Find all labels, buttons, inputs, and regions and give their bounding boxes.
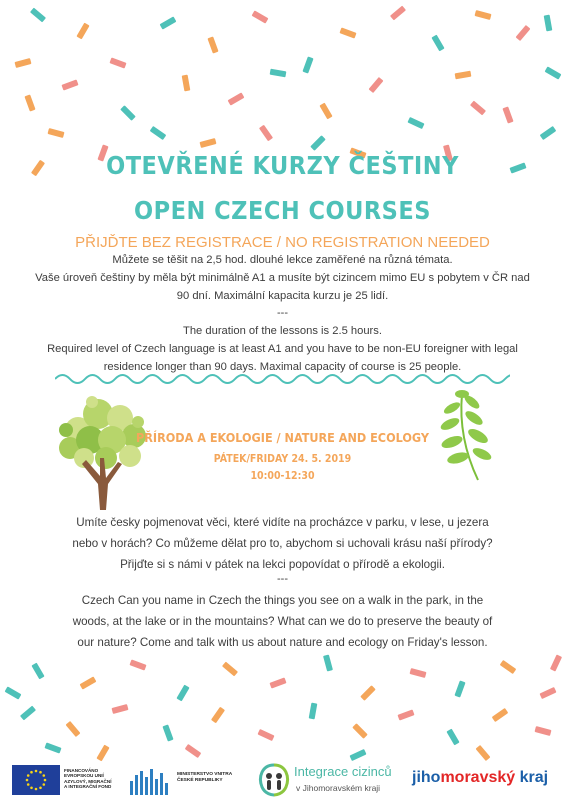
integrace-logo-icon [256,761,292,797]
confetti-piece [207,36,218,53]
confetti-piece [302,56,313,73]
confetti-piece [319,103,332,120]
confetti-piece [44,742,61,753]
confetti-piece [309,703,318,720]
intro-en-line1: The duration of the lessons is 2.5 hours. [182,325,382,337]
description-cz-line2: nebo v horách? Co můžeme dělat pro to, abychom si uchovali krásu naší přírody? [72,537,493,550]
confetti-piece [160,16,177,29]
confetti-piece [352,723,368,739]
ministry-text: MINISTERSTVO VNITRA ČESKÉ REPUBLIKY [177,772,233,783]
separator: --- [277,307,288,319]
confetti-piece [162,724,173,741]
confetti-piece [339,27,356,38]
intro-cz-line3: 90 dní. Maximální kapacita kurzu je 25 lidí. [176,290,389,302]
confetti-piece [31,663,44,680]
confetti-piece [252,10,269,23]
confetti-piece [470,101,486,116]
confetti-piece [150,126,167,140]
confetti-piece [109,57,126,68]
description-en-line3: our nature? Come and talk with us about nature and ecology on Friday's lesson. [77,636,488,649]
confetti-piece [14,58,31,68]
intro-en-line3: residence longer than 90 days. Maximal capacity of course is 25 people. [103,361,462,373]
confetti-piece [474,10,491,20]
confetti-piece [47,128,64,138]
confetti-piece [454,680,465,697]
confetti-piece [199,138,216,148]
confetti-piece [61,79,78,90]
confetti-piece [369,77,384,93]
confetti-piece [409,668,426,678]
confetti-piece [516,25,531,41]
confetti-piece [544,15,553,32]
confetti-piece [182,75,191,92]
confetti-piece [390,6,406,21]
confetti-piece [500,660,517,674]
footer-logos [0,755,565,800]
confetti-piece [211,707,225,724]
confetti-piece [492,708,509,722]
confetti-piece [550,654,562,671]
confetti-piece [257,729,274,741]
description-separator: --- [277,573,288,585]
confetti-piece [502,106,513,123]
confetti-piece [540,126,557,140]
eu-fund-text: FINANCOVÁNO EVROPSKOU UNIÍ AZYLOVÝ, MIGRAČNÍ A INTEGRAČNÍ FOND [64,768,112,790]
confetti-piece [222,662,238,677]
confetti-piece [269,677,286,688]
description-cz-line1: Umíte česky pojmenovat věci, které vidíte na procházce v parku, v lese, u jezera [76,516,489,529]
confetti-piece [397,709,414,720]
confetti-piece [455,71,472,80]
confetti-piece [111,704,128,714]
confetti-piece [66,721,81,737]
confetti-piece [80,676,97,689]
tree-illustration [48,392,158,512]
event-topic: PŘÍRODA A EKOLOGIE / NATURE AND ECOLOGY [135,430,429,445]
confetti-piece [270,69,287,78]
tree-trunk [82,458,122,510]
event-time: 10:00-12:30 [250,470,315,482]
confetti-piece [446,729,459,746]
confetti-piece [24,94,35,111]
confetti-piece [539,687,556,699]
confetti-piece [129,659,146,670]
confetti-piece [76,23,89,40]
description-cz-line3: Přijďte si s námi v pátek na lekci popovídat o přírodě a ekologii. [120,558,445,571]
confetti-piece [545,66,562,79]
description-en-line1: Czech Can you name in Czech the things you see on a walk in the park, in the [81,594,484,607]
confetti-piece [407,117,424,129]
confetti-piece [20,706,36,721]
wave-divider [55,370,510,388]
event-date: PÁTEK/FRIDAY 24. 5. 2019 [213,453,352,465]
confetti-piece [534,726,551,736]
intro-cz-line2: Vaše úroveň češtiny by měla být minimálně A1 a musíte být cizincem mimo EU s pobytem v ČR nad [35,272,530,284]
confetti-piece [323,654,333,671]
description-en-line2: woods, at the lake or in the mountains? What can we do to preserve the beauty of [72,615,493,628]
eu-flag-logo [12,765,60,795]
intro-en-line2: Required level of Czech language is at least A1 and you have to be non-EU foreigner with legal [47,343,518,355]
confetti-piece [360,685,376,701]
title-english: OPEN CZECH COURSES [134,196,431,225]
confetti-piece [228,92,245,105]
ministry-logo [130,767,172,795]
integrace-title: Integrace cizinců [294,764,392,779]
confetti-piece [5,686,22,699]
title-czech: OTEVŘENÉ KURZY ČEŠTINY [106,151,459,180]
confetti-piece [176,685,189,702]
confetti-piece [120,105,136,121]
intro-cz-line1: Můžete se těšit na 2,5 hod. dlouhé lekce zaměřené na různá témata. [112,254,453,266]
registration-subtitle: PŘIJĎTE BEZ REGISTRACE / NO REGISTRATION NEEDED [75,234,490,251]
jmk-logo: jihomoravský kraj [412,769,549,786]
confetti-piece [310,135,326,151]
integrace-subtitle: v Jihomoravském kraji [296,783,381,793]
confetti-piece [259,125,273,142]
confetti-piece [431,35,444,52]
confetti-piece [30,8,46,23]
